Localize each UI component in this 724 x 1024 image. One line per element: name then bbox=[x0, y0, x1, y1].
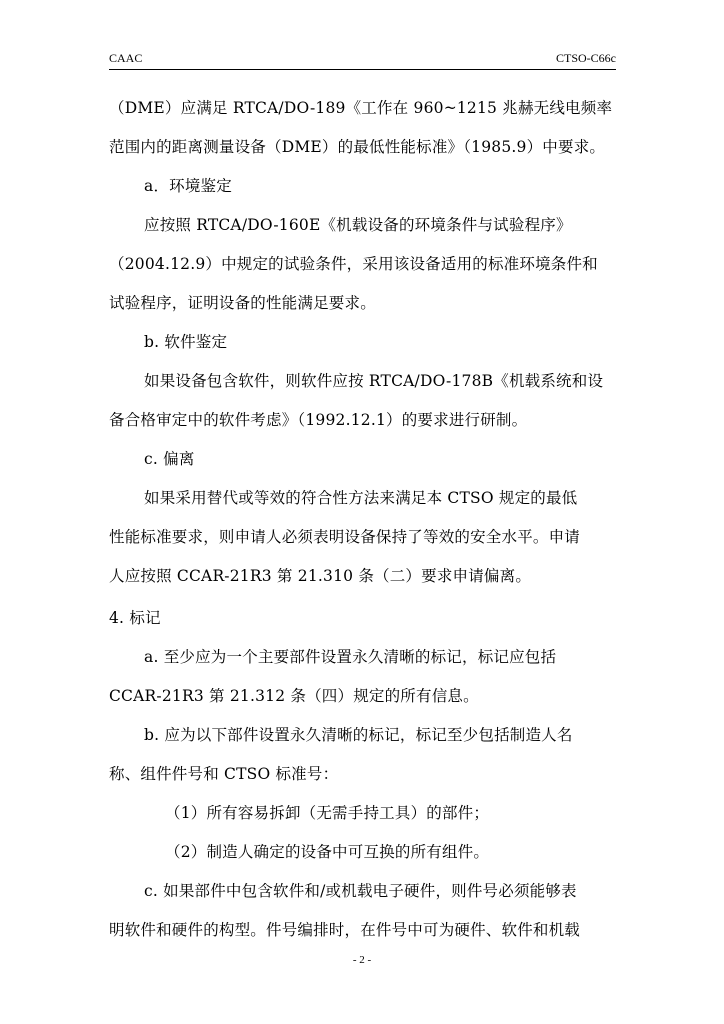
body-line: 性能标准要求，则申请人必须表明设备保持了等效的安全水平。申请 bbox=[109, 528, 581, 546]
list-item: （2）制造人确定的设备中可互换的所有组件。 bbox=[165, 843, 490, 861]
body-line: 如果采用替代或等效的符合性方法来满足本 CTSO 规定的最低 bbox=[144, 489, 578, 507]
section-heading: c. 偏离 bbox=[144, 450, 195, 468]
chapter-heading: 4. 标记 bbox=[109, 609, 161, 627]
body-line: c. 如果部件中包含软件和/或机载电子硬件，则件号必须能够表 bbox=[144, 882, 577, 900]
body-line: 范围内的距离测量设备（DME）的最低性能标准》（1985.9）中要求。 bbox=[109, 138, 606, 156]
body-line: 明软件和硬件的构型。件号编排时，在件号中可为硬件、软件和机载 bbox=[109, 921, 581, 939]
page-number: - 2 - bbox=[352, 954, 372, 966]
body-line: 称、组件件号和 CTSO 标准号： bbox=[109, 765, 339, 783]
body-line: （2004.12.9）中规定的试验条件，采用该设备适用的标准环境条件和 bbox=[109, 255, 598, 273]
section-heading: b. 软件鉴定 bbox=[144, 333, 228, 351]
header-org: CAAC bbox=[109, 51, 143, 65]
body-line: b. 应为以下部件设置永久清晰的标记，标记至少包括制造人名 bbox=[144, 726, 573, 744]
body-line: 人应按照 CCAR-21R3 第 21.310 条（二）要求申请偏离。 bbox=[109, 567, 532, 585]
body-line: 应按照 RTCA/DO-160E《机载设备的环境条件与试验程序》 bbox=[144, 216, 572, 234]
body-line: a. 至少应为一个主要部件设置永久清晰的标记，标记应包括 bbox=[144, 648, 557, 666]
body-line: 试验程序，证明设备的性能满足要求。 bbox=[109, 294, 376, 312]
page-header bbox=[109, 51, 616, 70]
section-heading: a．环境鉴定 bbox=[144, 177, 232, 195]
body-line: （DME）应满足 RTCA/DO-189《工作在 960~1215 兆赫无线电频率 bbox=[109, 99, 613, 117]
list-item: （1）所有容易拆卸（无需手持工具）的部件； bbox=[165, 804, 490, 822]
body-line: 如果设备包含软件，则软件应按 RTCA/DO-178B《机载系统和设 bbox=[144, 372, 604, 390]
body-line: CCAR-21R3 第 21.312 条（四）规定的所有信息。 bbox=[109, 687, 479, 705]
header-doc-number: CTSO-C66c bbox=[556, 51, 616, 65]
body-line: 备合格审定中的软件考虑》（1992.12.1）的要求进行研制。 bbox=[109, 411, 528, 429]
